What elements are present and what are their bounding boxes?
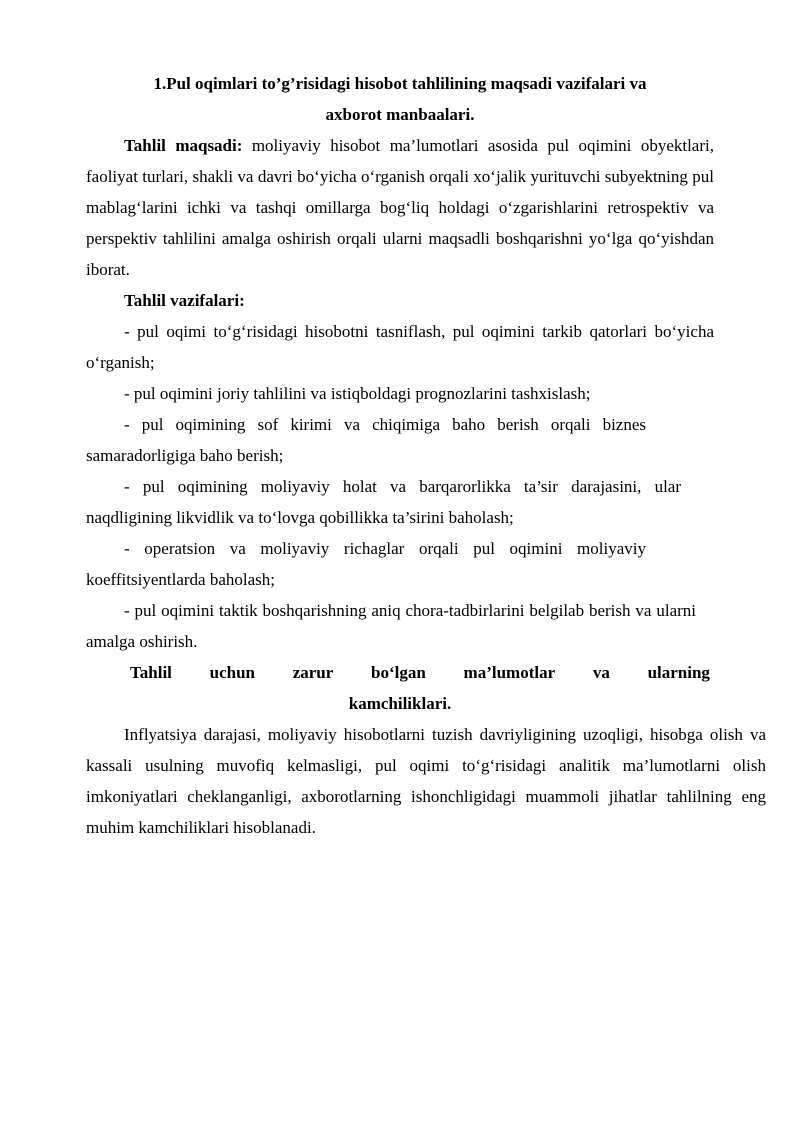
heading-word: ma’lumotlar — [463, 663, 556, 682]
heading-word: Tahlil — [130, 663, 172, 682]
task-item-4: - pul oqimining moliyaviy holat va barqarorlikka ta’sir darajasini, ular naqdligining likvidlik va to‘lovga qobillikka ta’sirini baholash; — [86, 477, 681, 527]
section-heading — [86, 657, 714, 719]
section-heading-line-2: kamchiliklari. — [348, 694, 452, 713]
goal-paragraph — [86, 130, 714, 285]
title-line-1: 1.Pul oqimlari to’g’risidagi hisobot tahlilining maqsadi vazifalari va — [153, 74, 647, 93]
tasks-heading: Tahlil vazifalari: — [124, 291, 245, 310]
task-item-3: - pul oqimining sof kirimi va chiqimiga baho berish orqali biznes samaradorligiga baho berish; — [86, 415, 646, 465]
heading-word: bo‘lgan — [371, 663, 426, 682]
section-heading-line-1 — [86, 657, 714, 688]
heading-word: ularning — [647, 663, 710, 682]
closing-paragraph: Inflyatsiya darajasi, moliyaviy hisobotlarni tuzish davriyligining uzoqligi, hisobga olish va kassali usulning muvofiq kelmasligi, pul oqimi to‘g‘risidagi analitik ma’lumotlarni olish imkoniyatlari cheklanganligi, axborotlarning ishonchligidagi muammoli jihatlar tahlilning eng muhim kamchiliklari hisoblanadi. — [86, 725, 766, 837]
document-title — [86, 68, 714, 130]
goal-label: Tahlil maqsadi: — [124, 136, 243, 155]
goal-text: moliyaviy hisobot ma’lumotlari asosida pul oqimini obyektlari, faoliyat turlari, shakli va davri bo‘yicha o‘rganish orqali xo‘jalik yurituvchi subyektning pul mablag‘larini ichki va tashqi omillarga bog‘liq holdagi o‘zgarishlarini retrospektiv va perspektiv tahlilini amalga oshirish orqali ularni maqsadli boshqarishni yo‘lga qo‘yishdan iborat. — [86, 136, 714, 279]
tasks-list — [86, 316, 714, 657]
document-page — [86, 68, 766, 843]
heading-word: va — [592, 663, 610, 682]
heading-word: zarur — [292, 663, 334, 682]
title-line-2: axborot manbaalari. — [325, 105, 475, 124]
task-item-5: - operatsion va moliyaviy richaglar orqali pul oqimini moliyaviy koeffitsiyentlarda baholash; — [86, 539, 646, 589]
task-item-1: - pul oqimi to‘g‘risidagi hisobotni tasniflash, pul oqimini tarkib qatorlari bo‘yicha o‘rganish; — [86, 322, 714, 372]
task-item-6: - pul oqimini taktik boshqarishning aniq chora-tadbirlarini belgilab berish va ularni amalga oshirish. — [86, 601, 696, 651]
heading-word: uchun — [209, 663, 255, 682]
task-item-2: - pul oqimini joriy tahlilini va istiqboldagi prognozlarini tashxislash; — [124, 384, 591, 403]
